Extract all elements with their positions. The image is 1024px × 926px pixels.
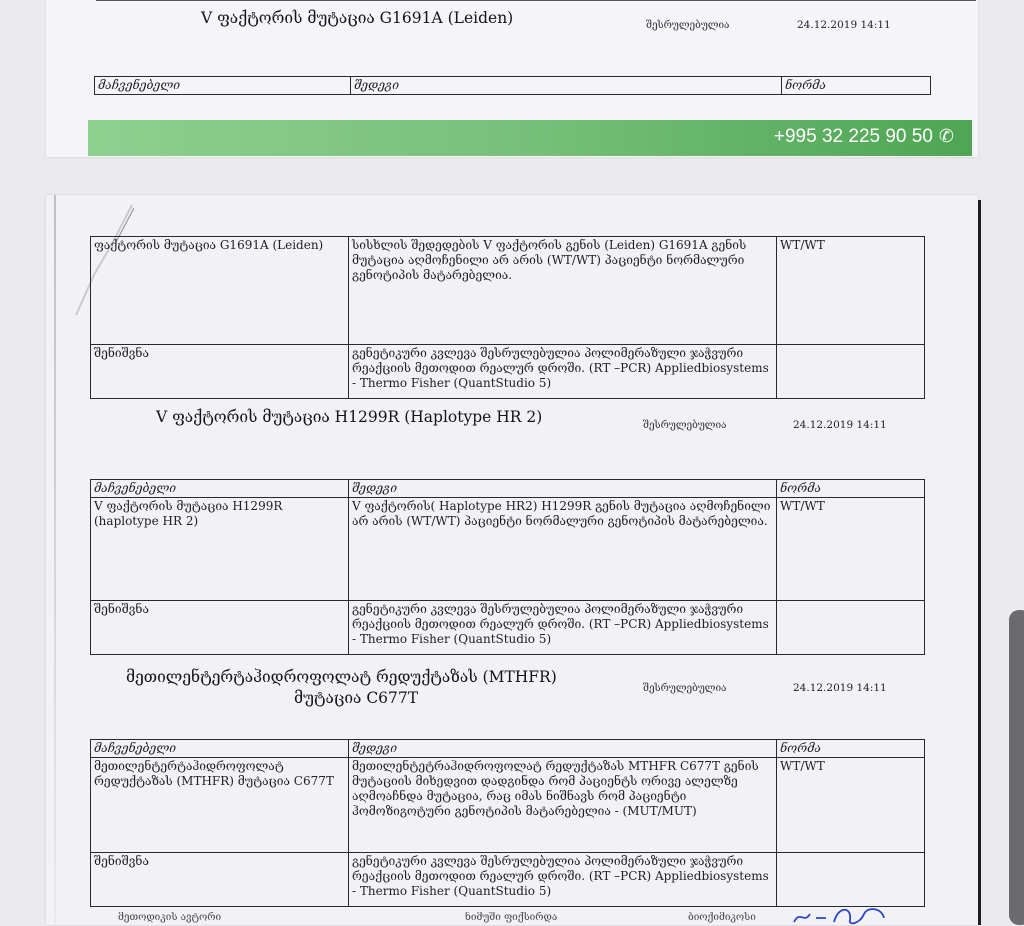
- table-row: [91, 853, 925, 907]
- datetime: 24.12.2019 14:11: [793, 419, 887, 431]
- header-norm: ნორმა: [782, 77, 931, 95]
- indicator-cell: V ფაქტორის მუტაცია H1299R (haplotype HR 2): [91, 498, 349, 601]
- note-cell: გენეტიკური კვლევა შესრულებულია პოლიმერაზული ჯაჭვური რეაქციის მეთოდით რეალურ დროში. (RT –PCR) Appliedbiosystems - Thermo Fisher (QuantStudio 5): [349, 345, 777, 399]
- section-title-line2: მუტაცია C677T: [294, 689, 419, 707]
- scrollbar-thumb[interactable]: [1009, 610, 1024, 925]
- indicator-cell: ფაქტორის მუტაცია G1691A (Leiden): [91, 237, 349, 345]
- header-result: შედეგი: [351, 77, 782, 95]
- page-edge: [978, 200, 981, 925]
- indicator-cell: მეთილენტერტაჰიდროფოლატ რედუქტაზას (MTHFR) მუტაცია C677T: [91, 758, 349, 853]
- footer-biochemist: ბიოქიმიკოსი: [688, 912, 756, 923]
- norm-cell: [777, 345, 925, 399]
- result-cell: მეთილენტეტრაჰიდროფოლატ რედუქტაზას MTHFR C677T გენის მუტაციის მიხედვით დადგინდა რომ პაციენტს ორივე ალელზე აღმოაჩნდა მუტაცია, რაც იმას ნიშნავს რომ პაციენტი ჰომოზიგოტური გენოტიპის მატარებელია - (MUT/MUT): [349, 758, 777, 853]
- table-header-row: [91, 740, 925, 758]
- table-header-row: [91, 480, 925, 498]
- header-indicator: მაჩვენებელი: [91, 740, 349, 758]
- header-result: შედეგი: [349, 480, 777, 498]
- note-label-cell: შენიშვნა: [91, 853, 349, 907]
- phone-number: [774, 126, 954, 148]
- norm-cell: WT/WT: [777, 237, 925, 345]
- note-label-cell: შენიშვნა: [91, 345, 349, 399]
- note-label-cell: შენიშვნა: [91, 601, 349, 655]
- phone-text: +995 32 225 90 50: [773, 126, 933, 147]
- result-cell: V ფაქტორის( Haplotype HR2) H1299R გენის მუტაცია აღმოჩენილი არ არის (WT/WT) პაციენტი ნორმალური გენოტიპის მატარებელია.: [349, 498, 777, 601]
- footer-author: მეთოდიკის ავტორი: [118, 912, 222, 923]
- datetime: 24.12.2019 14:11: [797, 19, 891, 31]
- performed-label: შესრულებულია: [643, 683, 727, 694]
- norm-cell: [777, 853, 925, 907]
- note-cell: გენეტიკური კვლევა შესრულებულია პოლიმერაზული ჯაჭვური რეაქციის მეთოდით რეალურ დროში. (RT –PCR) Appliedbiosystems - Thermo Fisher (QuantStudio 5): [349, 601, 777, 655]
- table-row: [91, 758, 925, 853]
- norm-cell: WT/WT: [777, 758, 925, 853]
- phone-ringing-icon: ✆: [938, 126, 954, 146]
- hr2-result-table: [90, 479, 925, 655]
- norm-cell: [777, 601, 925, 655]
- section-title: V ფაქტორის მუტაცია H1299R (Haplotype HR 2): [156, 408, 543, 426]
- table-row: [91, 498, 925, 601]
- page-rule: [96, 0, 976, 1]
- note-cell: გენეტიკური კვლევა შესრულებულია პოლიმერაზული ჯაჭვური რეაქციის მეთოდით რეალურ დროში. (RT –PCR) Appliedbiosystems - Thermo Fisher (QuantStudio 5): [349, 853, 777, 907]
- section-title: V ფაქტორის მუტაცია G1691A (Leiden): [201, 9, 514, 27]
- signature: [790, 904, 890, 926]
- header-norm: ნორმა: [777, 480, 925, 498]
- header-table: [94, 76, 931, 95]
- section-title-line1: მეთილენტერტაჰიდროფოლატ რედუქტაზას (MTHFR): [126, 668, 557, 686]
- performed-label: შესრულებულია: [646, 20, 730, 31]
- norm-cell: WT/WT: [777, 498, 925, 601]
- header-result: შედეგი: [349, 740, 777, 758]
- table-row: [91, 601, 925, 655]
- paper-fold: [54, 195, 56, 925]
- header-indicator: მაჩვენებელი: [91, 480, 349, 498]
- performed-label: შესრულებულია: [643, 420, 727, 431]
- header-indicator: მაჩვენებელი: [95, 77, 351, 95]
- table-row: [91, 345, 925, 399]
- contact-banner: [88, 120, 972, 156]
- report-page: [46, 195, 978, 925]
- mthfr-result-table: [90, 739, 925, 907]
- table-row: [91, 237, 925, 345]
- header-norm: ნორმა: [777, 740, 925, 758]
- footer-sample: ნიმუში ფიქსირდა: [465, 912, 558, 923]
- result-cell: სისხლის შედედების V ფაქტორის გენის (Leiden) G1691A გენის მუტაცია აღმოჩენილი არ არის (WT/WT) პაციენტი ნორმალური გენოტიპის მატარებელია.: [349, 237, 777, 345]
- datetime: 24.12.2019 14:11: [793, 682, 887, 694]
- leiden-result-table: [90, 236, 925, 399]
